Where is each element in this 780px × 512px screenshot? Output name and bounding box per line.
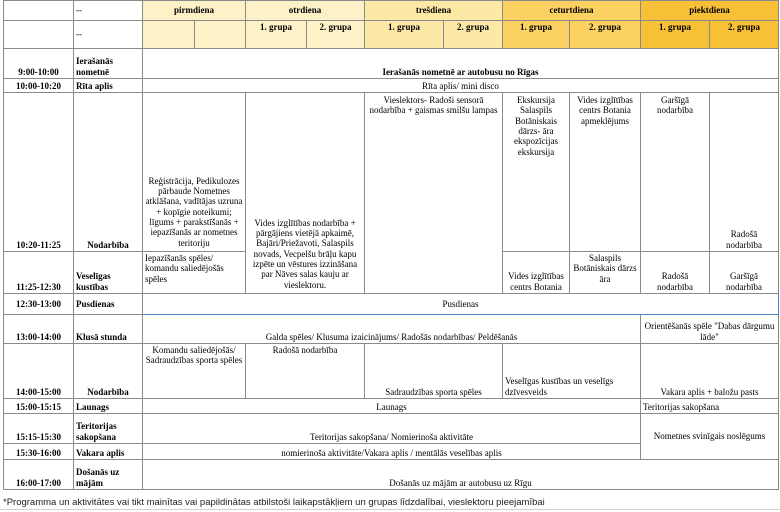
time-cell: 13:00-14:00: [4, 315, 74, 344]
thursday-healthy-lifestyle-cell: Veselīgas kustības un veselīgs dzīvesveids: [503, 344, 641, 399]
friday-group1-cooking-cell: Garšīgā nodarbība: [641, 93, 710, 252]
activity-label: Launags: [74, 399, 143, 414]
friday-group2-cooking-cell: Garšīgā nodarbība: [710, 252, 779, 294]
day-header-friday: piektdiena: [641, 1, 779, 21]
activity-label: Teritorijas sakopšana: [74, 414, 143, 444]
time-cell: 10:20-11:25: [4, 93, 74, 252]
friday-group-2: 2. grupa: [710, 21, 779, 49]
activity-label: Vakara aplis: [74, 444, 143, 460]
footnote: *Programma un aktivitātes vai tikt mainītas vai papildinātas atbilstoši laikapstākļiem un grupas līdzdalībai, vieslektoru pieejamībai: [3, 497, 545, 508]
cleanup-cell: Teritorijas sakopšana/ Nomierinoša aktivitāte: [143, 414, 641, 444]
thursday-group1-excursion-cell: Ekskursija Salaspils Botāniskais dārzs- āra ekspozīcijas ekskursija: [503, 93, 570, 252]
day-header-tuesday: otrdiena: [246, 1, 365, 21]
header-blank: [4, 1, 74, 21]
day-header-thursday: ceturtdiena: [503, 1, 641, 21]
activity-label: Rīta aplis: [74, 79, 143, 93]
time-cell: 9:00-10:00: [4, 49, 74, 79]
quiet-hour-cell: Galda spēles/ Klusuma izaicinājums/ Radošās nodarbības/ Peldēšanās: [143, 315, 641, 344]
tuesday-hike-cell: Vides izglītības nodarbība + pārgājiens vietējā apkaimē, Bajāri/Priežavoti, Salaspils novads, Vecpelšu brāļu kapu izpēte un vēstures izzināšana par Nāves salas kauju ar vieslektoru.: [246, 93, 365, 294]
day-header-wednesday: trešdiena: [365, 1, 503, 21]
friday-group1-creative-cell: Radošā nodarbība: [641, 252, 710, 294]
departure-cell: Došanās uz mājām ar autobusu uz Rīgu: [143, 460, 779, 490]
wednesday-group-1: 1. grupa: [365, 21, 444, 49]
monday-team-sports-cell: Komandu saliedējošās/ Sadraudzības sporta spēles: [143, 344, 246, 399]
evening-circle-cell: nomierinoša aktivitāte/Vakara aplis / mentālās veselības aplis: [143, 444, 641, 460]
morning-circle-cell: Rīta aplis/ mini disco: [143, 79, 779, 93]
tuesday-group-1: 1. grupa: [246, 21, 307, 49]
activity-label: Veselīgas kustības: [74, 252, 143, 294]
friday-group2-creative-cell: Radošā nodarbība: [710, 93, 779, 252]
wednesday-sports-cell: Sadraudzības sporta spēles: [365, 344, 503, 399]
friday-cleanup-cell: Teritorijas sakopšana: [641, 399, 779, 414]
friday-evening-circle-cell: Vakara aplis + baložu pasts: [641, 344, 779, 399]
time-cell: 12:30-13:00: [4, 294, 74, 315]
time-cell: 11:25-12:30: [4, 252, 74, 294]
header-corner-2: --: [74, 21, 143, 49]
time-cell: 10:00-10:20: [4, 79, 74, 93]
thursday-group2-garden-cell: Salaspils Botāniskais dārzs āra: [570, 252, 641, 294]
time-cell: 15:30-16:00: [4, 444, 74, 460]
friday-group-1: 1. grupa: [641, 21, 710, 49]
divider: [0, 509, 780, 510]
header-corner: --: [74, 1, 143, 21]
schedule-table: [3, 0, 779, 490]
tuesday-group-2: 2. grupa: [307, 21, 365, 49]
arrival-cell: Ierašanās nometnē ar autobusu no Rīgas: [143, 49, 779, 79]
monday-group-blank-2: [195, 21, 246, 49]
activity-label: Došanās uz mājām: [74, 460, 143, 490]
lunch-cell: Pusdienas: [143, 294, 779, 315]
header-blank-2: [4, 21, 74, 49]
monday-registration-cell: Reģistrācija, Pedikulozes pārbaude Nometnes atklāšana, vadītājas uzruna + kopīgie noteikumi; līgums + parakstīšanās + iepazīšanās ar nometnes teritoriju: [143, 93, 246, 252]
activity-label: Nodarbība: [74, 344, 143, 399]
monday-group-blank-1: [143, 21, 195, 49]
monday-team-games-cell: Iepazīšanās spēles/ komandu saliedējošās spēles: [143, 252, 246, 294]
tuesday-creative-cell: Radošā nodarbība: [246, 344, 365, 399]
wednesday-group-2: 2. grupa: [444, 21, 503, 49]
time-cell: 15:15-15:30: [4, 414, 74, 444]
friday-orienteering-cell: Orientēšanās spēle "Dabas dārgumu lāde": [641, 315, 779, 344]
wednesday-lecture-cell: Vieslektors- Radoši sensorā nodarbība + gaismas smilšu lampas: [365, 93, 503, 294]
snack-cell: Launags: [143, 399, 641, 414]
activity-label: Nodarbība: [74, 93, 143, 252]
thursday-group1-botania-cell: Vides izglītības centrs Botania: [503, 252, 570, 294]
time-cell: 14:00-15:00: [4, 344, 74, 399]
time-cell: 16:00-17:00: [4, 460, 74, 490]
activity-label: Ierašanās nometnē: [74, 49, 143, 79]
thursday-group2-botania-cell: Vides izglītības centrs Botania apmeklējums: [570, 93, 641, 252]
thursday-group-1: 1. grupa: [503, 21, 570, 49]
time-cell: 15:00-15:15: [4, 399, 74, 414]
activity-label: Klusā stunda: [74, 315, 143, 344]
day-header-monday: pirmdiena: [143, 1, 246, 21]
thursday-group-2: 2. grupa: [570, 21, 641, 49]
friday-closing-ceremony-cell: Nometnes svinīgais noslēgums: [641, 414, 779, 460]
activity-label: Pusdienas: [74, 294, 143, 315]
